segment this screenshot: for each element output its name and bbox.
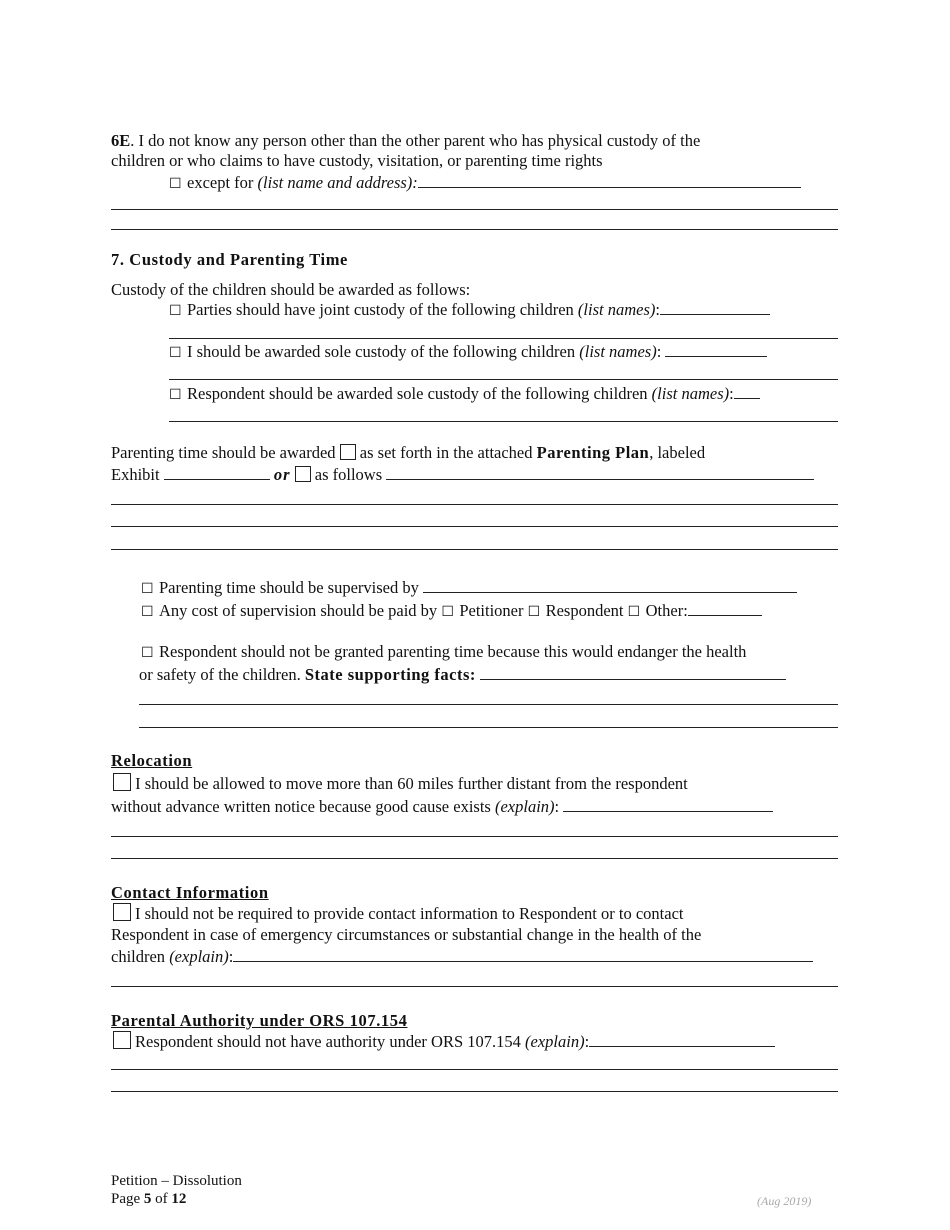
footer-revision-date: (Aug 2019) (757, 1194, 812, 1208)
joint-custody-line: ☐ Parties should have joint custody of the following children (list names): (169, 300, 770, 321)
authority-checkbox[interactable] (113, 1031, 131, 1049)
supervised-checkbox-icon[interactable]: ☐ (141, 581, 154, 597)
no-parenting-time-line2: or safety of the children. State supporting facts: (139, 665, 786, 685)
as-follows-input-line-4[interactable] (111, 549, 838, 550)
cost-other-input[interactable] (688, 601, 762, 616)
supervision-cost-line: ☐ Any cost of supervision should be paid by ☐ Petitioner ☐ Respondent ☐ Other: (141, 601, 762, 622)
except-checkbox-icon[interactable]: ☐ (169, 176, 182, 192)
sole-custody-resp-checkbox-icon[interactable]: ☐ (169, 387, 182, 403)
relocation-line1: I should be allowed to move more than 60 miles further distant from the respondent (113, 773, 688, 794)
supporting-facts-label: State supporting facts: (304, 665, 476, 684)
relocation-checkbox[interactable] (113, 773, 131, 791)
relocation-explain-input[interactable] (563, 797, 773, 812)
parenting-time-line2: Exhibit or as follows (111, 465, 814, 485)
supervision-cost-checkbox-icon[interactable]: ☐ (141, 604, 154, 620)
authority-line: Respondent should not have authority under ORS 107.154 (explain): (113, 1031, 775, 1052)
contact-line2: Respondent in case of emergency circumstances or substantial change in the health of the (111, 925, 702, 944)
s7-heading: 7. Custody and Parenting Time (111, 250, 348, 269)
parenting-plan-label: Parenting Plan (536, 443, 650, 462)
joint-custody-checkbox-icon[interactable]: ☐ (169, 303, 182, 319)
s7-intro: Custody of the children should be awarded as follows: (111, 280, 471, 299)
sole-custody-resp-input[interactable] (734, 384, 760, 399)
parenting-time-line1: Parenting time should be awarded as set forth in the attached Parenting Plan, labeled (111, 443, 706, 462)
as-follows-input-line-2[interactable] (111, 504, 838, 505)
s6e-line2: children or who claims to have custody, visitation, or parenting time rights (111, 151, 603, 170)
supporting-facts-input-line-2[interactable] (139, 704, 838, 705)
no-parenting-time-line1: ☐ Respondent should not be granted parenting time because this would endanger the health (141, 642, 747, 661)
sole-custody-me-line: ☐ I should be awarded sole custody of the following children (list names): (169, 342, 767, 363)
cost-respondent-checkbox-icon[interactable]: ☐ (527, 604, 541, 620)
parenting-plan-checkbox[interactable] (340, 444, 356, 460)
joint-custody-input-line-2[interactable] (169, 338, 838, 339)
sole-custody-me-input-line-2[interactable] (169, 379, 838, 380)
sole-custody-me-input[interactable] (665, 342, 767, 357)
cost-petitioner-checkbox-icon[interactable]: ☐ (441, 604, 454, 620)
supporting-facts-input-line-3[interactable] (139, 727, 838, 728)
exhibit-input[interactable] (164, 465, 270, 480)
contact-explain-input[interactable] (233, 947, 813, 962)
authority-heading: Parental Authority under ORS 107.154 (111, 1011, 408, 1030)
sole-custody-resp-line: ☐ Respondent should be awarded sole custody of the following children (list names): (169, 384, 760, 405)
as-follows-checkbox[interactable] (295, 466, 311, 482)
relocation-input-line-3[interactable] (111, 858, 838, 859)
s6e-label: 6E (111, 131, 131, 150)
as-follows-input[interactable] (386, 465, 814, 480)
s6e-line1: 6E. I do not know any person other than the other parent who has physical custody of the (111, 131, 701, 150)
sole-custody-me-checkbox-icon[interactable]: ☐ (169, 345, 182, 361)
supporting-facts-input[interactable] (480, 665, 786, 680)
supervised-line: ☐ Parenting time should be supervised by (141, 578, 797, 599)
relocation-heading: Relocation (111, 751, 193, 770)
except-input[interactable] (418, 173, 801, 188)
no-parenting-time-checkbox-icon[interactable]: ☐ (141, 645, 154, 661)
authority-input-line-2[interactable] (111, 1069, 838, 1070)
footer-page-number: Page 5 of 12 (111, 1191, 187, 1207)
joint-custody-input[interactable] (660, 300, 770, 315)
except-input-line-3[interactable] (111, 229, 838, 230)
relocation-line2: without advance written notice because good cause exists (explain): (111, 797, 773, 817)
supervised-by-input[interactable] (423, 578, 797, 593)
s6e-except-line: ☐ except for (list name and address): (169, 173, 801, 194)
except-input-line-2[interactable] (111, 209, 838, 210)
authority-input-line-3[interactable] (111, 1091, 838, 1092)
contact-line1: I should not be required to provide contact information to Respondent or to contact (113, 903, 684, 924)
contact-heading: Contact Information (111, 883, 269, 902)
authority-explain-input[interactable] (589, 1032, 775, 1047)
footer-form-title: Petition – Dissolution (111, 1173, 242, 1189)
sole-custody-resp-input-line-2[interactable] (169, 421, 838, 422)
contact-input-line-2[interactable] (111, 986, 838, 987)
as-follows-input-line-3[interactable] (111, 526, 838, 527)
contact-line3: children (explain): (111, 947, 813, 967)
contact-checkbox[interactable] (113, 903, 131, 921)
relocation-input-line-2[interactable] (111, 836, 838, 837)
cost-other-checkbox-icon[interactable]: ☐ (627, 604, 641, 620)
